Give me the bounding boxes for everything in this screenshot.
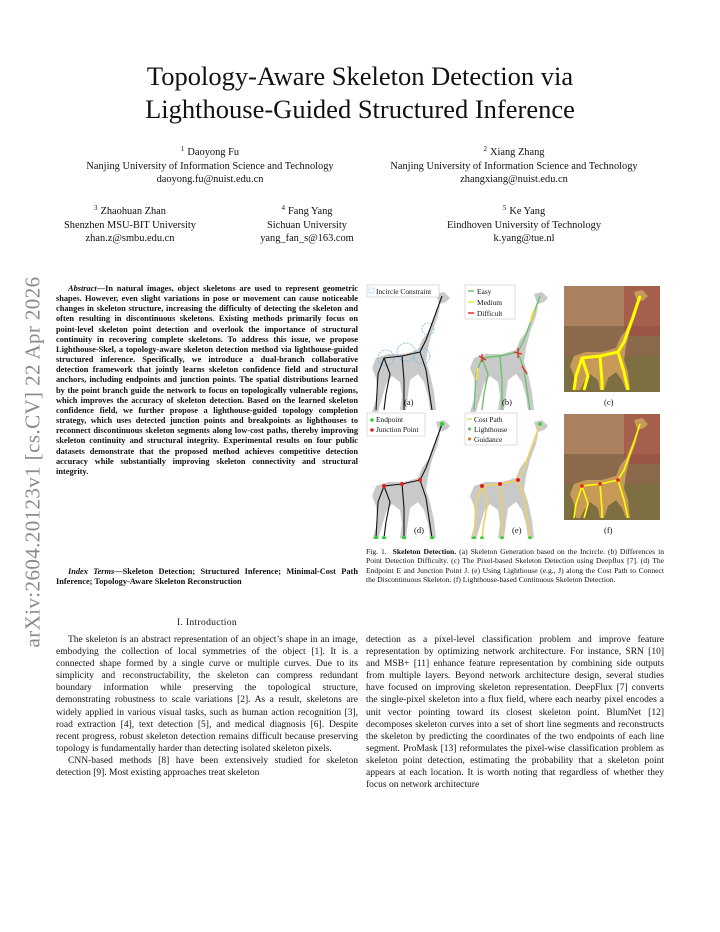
right-column-body [366,634,664,791]
title-line-1: Topology-Aware Skeleton Detection via [146,61,574,91]
legend-cost-path: Cost Path [474,415,503,424]
figure-1-svg [366,284,662,539]
author-3-affiliation: Shenzhen MSU-BIT University [64,219,196,231]
author-4-email: yang_fan_s@163.com [260,233,354,244]
panel-label-f: (f) [604,525,613,535]
author-4-name: Fang Yang [288,206,333,217]
caption-text: (a) Skeleton Generation based on the Incircle. (b) Differences in Point Detection Difficulty. (c) The Pixel-based Skeleton Detection using Deepflux [7]. (d) The Endpoint E and Junction Point J. (e) Using Lighthouse (e.g., J) along the Cost Path to Connect the Discontinuous Skeleton. (f) Lighthouse-based Continuous Skeleton Detection. [366,547,665,585]
author-3-email: zhan.z@smbu.edu.cn [85,233,175,244]
legend-endpoint: Endpoint [376,415,404,424]
legend-easy: Easy [477,287,492,296]
author-3-name: Zhaohuan Zhan [100,206,166,217]
author-1 [60,143,360,187]
panel-e [465,413,548,539]
legend-lighthouse: Lighthouse [474,425,508,434]
author-1-number: 1 [180,145,185,153]
intro-paragraph-1: The skeleton is an abstract representation of an object’s shape in an image, embodying the collection of local symmetries of the object [1]. It is a connected shape formed by a single curve or multiple curves. Due to its simplicity and reconstructability, the skeleton can compress redundant boundary information while preserving the topological structure, demonstrating robustness to scale variations [2]. As a result, skeletons are widely applied in various visual tasks, such as human action recognition [3], road extraction [4], text detection [5], and medical diagnosis [6]. Despite recent progress, robust skeleton detection remains difficult because preserving topology is fundamentally harder than detecting isolated skeleton pixels. [56,635,358,754]
author-4 [232,202,382,246]
figure-1-caption [366,547,664,585]
author-2-number: 2 [483,145,487,153]
panel-d [367,413,450,539]
legend-guidance: Guidance [474,435,503,444]
author-4-number: 4 [281,204,286,212]
intro-paragraph-3: detection as a pixel-level classification problem and improve feature representation by optimizing network architecture. For instance, SRN [10] and MSB+ [11] enhance feature representation by combining side outputs from multiple layers. Beyond network architecture design, several studies have focused on improving skeleton representation. DeepFlux [7] converts the single-pixel skeleton into a flux field, where each nearby pixel encodes a unit vector pointing toward its closest skeleton point. BlumNet [12] decomposes skeleton curves into a set of short line segments and reconstructs the skeleton by predicting the coordinates of the two endpoints of each line segment. ProMask [13] reformulates the pixel-wise classification problem as skeleton point detection, estimating the probability that a skeleton point appears at each location. It is worth noting that regardless of whether they focus on network architecture [366,635,664,791]
legend-difficult: Difficult [477,309,503,318]
arxiv-stamp [20,252,46,672]
author-5-email: k.yang@tue.nl [493,233,555,244]
section-heading-introduction: I. Introduction [177,617,237,628]
author-2 [364,143,664,187]
index-terms [56,567,358,587]
author-5 [424,202,624,246]
author-5-number: 5 [502,204,507,212]
legend-junction-point: Junction Point [376,425,419,434]
figure-1 [366,284,662,539]
caption-label: Fig. 1. [366,547,387,556]
left-column-body [56,634,358,779]
index-terms-text: —Skeleton Detection; Structured Inference; Minimal-Cost Path Inference; Topology-Aware Skeleton Reconstruction [56,567,358,587]
panel-f [564,414,660,535]
panel-label-c: (c) [604,397,614,407]
caption-bold: Skeleton Detection. [392,547,457,556]
author-5-affiliation: Eindhoven University of Technology [446,219,602,231]
panel-label-b: (b) [502,397,512,407]
arxiv-id-text: arXiv:2604.20123v1 [cs.CV] 22 Apr 2026 [20,276,45,648]
panel-label-d: (d) [414,525,424,535]
panel-a [367,285,450,412]
title-line-2: Lighthouse-Guided Structured Inference [145,94,575,124]
author-3 [50,202,210,246]
panel-label-e: (e) [512,525,522,535]
panel-label-a: (a) [404,397,414,407]
author-3-number: 3 [94,204,98,212]
abstract-text: —In natural images, object skeletons are used to represent geometric shapes. However, even slight variations in pose or movement can cause noticeable changes in skeleton structure, increasing the difficulty of detecting the skeleton and often resulting in discontinuous skeletons. Existing methods primarily focus on point-level skeleton point detection and overlook the importance of structural continuity in recovering complete skeletons. To address this issue, we propose Lighthouse-Skel, a topology-aware skeleton detection method via lighthouse-guided structured inference. Specifically, we introduce a dual-branch collaborative detection framework that jointly learns skeleton confidence field and structural anchors, including endpoints and junction points. The spatial distributions learned by the point branch guide the network to focus on topologically vulnerable regions, which improves the accuracy of skeleton detection. Based on the learned skeleton confidence field, we further propose a lighthouse-guided topology completion strategy, which uses detected junction points and breakpoints as lighthouses to reconnect discontinuous skeleton segments along low-cost paths, thereby improving skeleton continuity and structural integrity. Experimental results on four public datasets demonstrate that the proposed method achieves competitive detection accuracy while substantially improving skeleton connectivity and structural integrity. [56,284,358,476]
author-2-affiliation: Nanjing University of Information Science and Technology [390,160,638,172]
legend-incircle-constraint: Incircle Constraint [376,287,432,296]
abstract-label: Abstract [68,284,97,293]
author-2-name: Xiang Zhang [489,147,545,158]
author-1-name: Daoyong Fu [187,147,240,158]
author-5-name: Ke Yang [509,206,546,217]
author-1-affiliation: Nanjing University of Information Science and Technology [86,160,334,172]
panel-b [465,285,548,412]
intro-paragraph-2: CNN-based methods [8] have been extensively studied for skeleton detection [9]. Most existing approaches treat skeleton [56,755,358,779]
abstract [56,284,358,477]
author-2-email: zhangxiang@nuist.edu.cn [460,174,568,185]
panel-c [564,286,660,407]
legend-medium: Medium [477,298,503,307]
paper-title [60,60,660,126]
author-1-email: daoyong.fu@nuist.edu.cn [156,174,264,185]
author-4-affiliation: Sichuan University [267,219,347,231]
index-terms-label: Index Terms [68,567,115,576]
